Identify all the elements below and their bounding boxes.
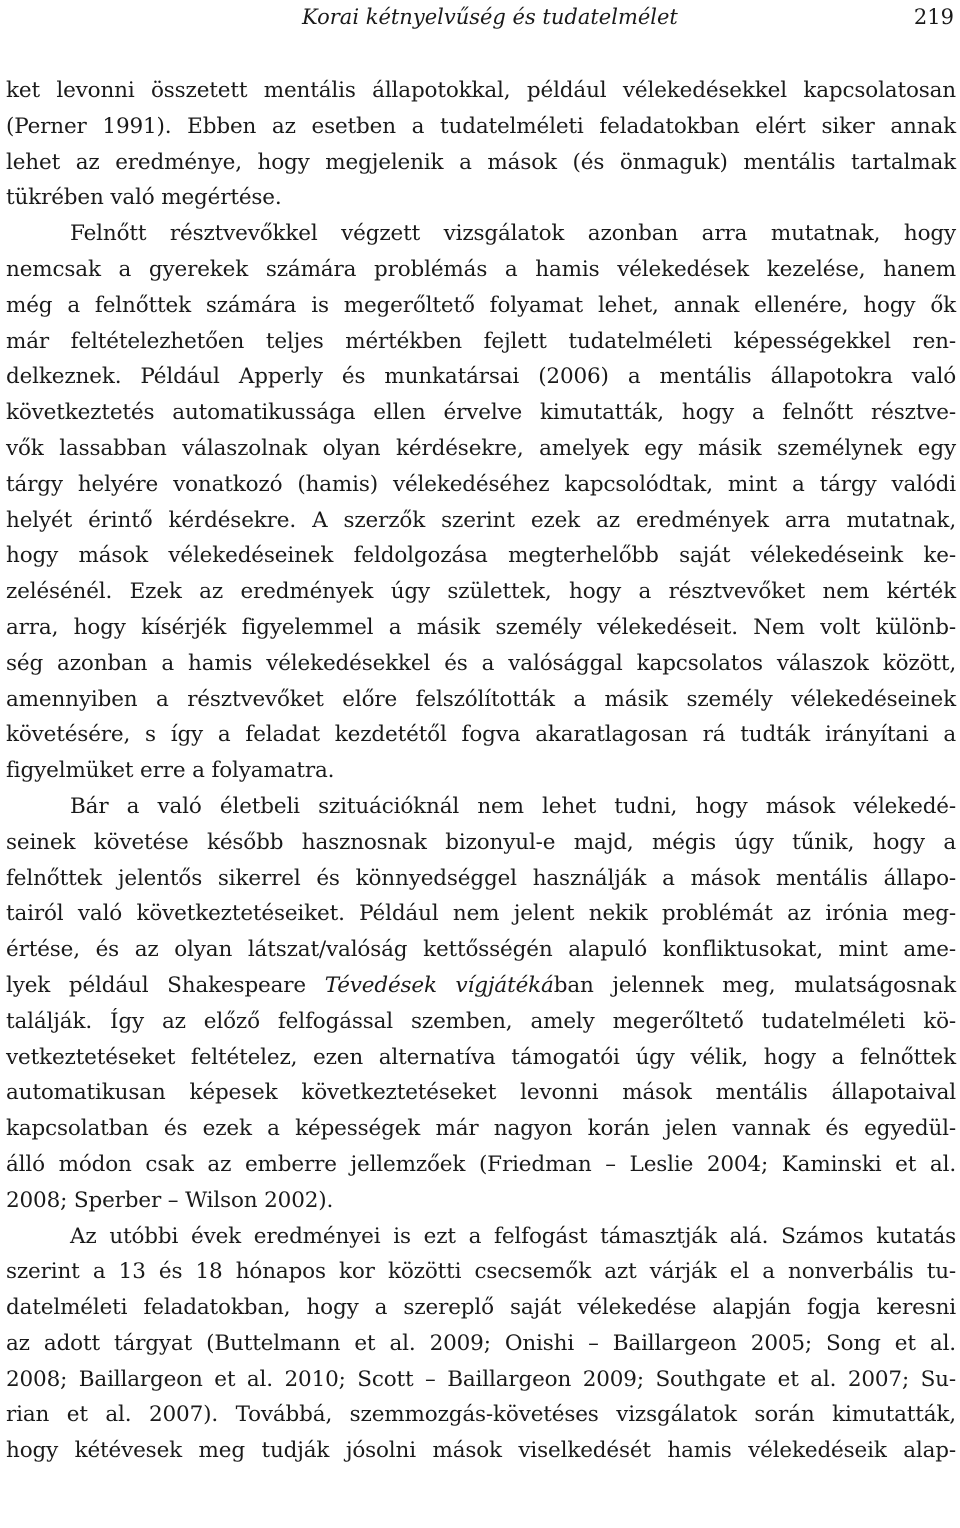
text-line: már feltételezhetően teljes mértékben fejlett tudatelméleti képességekkel ren-: [6, 328, 956, 354]
text-line: rian et al. 2007). Továbbá, szemmozgás-követéses vizsgálatok során kimutatták,: [6, 1402, 956, 1428]
text-line: felnőttek jelentős sikerrel és könnyedséggel használják a mások mentális állapo-: [6, 865, 956, 891]
page-number: 219: [913, 5, 954, 29]
text-line: helyét érintő kérdésekre. A szerzők szerint ezek az eredmények arra mutatnak,: [6, 507, 956, 533]
text-line: következtetés automatikussága ellen érvelve kimutatták, hogy a felnőtt résztve-: [6, 400, 956, 426]
text-line: találják. Így az előző felfogással szemben, amely megerőltető tudatelméleti kö-: [6, 1008, 956, 1034]
text-line: tárgy helyére vonatkozó (hamis) vélekedéséhez kapcsolódtak, mint a tárgy valódi: [6, 471, 956, 497]
document-page: [6, 0, 956, 1528]
text-line: nemcsak a gyerekek számára problémás a hamis vélekedések kezelése, hanem: [6, 256, 956, 282]
text-line: Bár a való életbeli szituációknál nem lehet tudni, hogy mások vélekedé-: [70, 793, 956, 819]
text-line: datelméleti feladatokban, hogy a szereplő saját vélekedése alapján fogja keresni: [6, 1295, 956, 1321]
text-line: lehet az eredménye, hogy megjelenik a mások (és önmaguk) mentális tartalmak: [6, 149, 956, 175]
text-line: automatikusan képesek következtetéseket levonni mások mentális állapotaival: [6, 1080, 956, 1106]
text-line: 2008; Baillargeon et al. 2010; Scott – Baillargeon 2009; Southgate et al. 2007; Su-: [6, 1366, 956, 1392]
work-title: Tévedések vígjátéká: [324, 972, 554, 998]
text-line: kapcsolatban és ezek a képességek már nagyon korán jelen vannak és egyedül-: [6, 1116, 956, 1142]
body-text: [6, 73, 956, 1469]
text-segment: ban jelennek meg, mulatságosnak: [553, 972, 956, 998]
text-line: ket levonni összetett mentális állapotokkal, például vélekedésekkel kapcsolatosan: [6, 78, 956, 103]
text-line: Felnőtt résztvevőkkel végzett vizsgálatok azonban arra mutatnak, hogy: [70, 221, 956, 247]
text-line: még a felnőttek számára is megerőltető folyamat lehet, annak ellenére, hogy ők: [6, 292, 956, 318]
text-line: álló módon csak az emberre jellemzőek (Friedman – Leslie 2004; Kaminski et al.: [6, 1151, 956, 1177]
text-segment: lyek például Shakespeare: [6, 972, 325, 998]
text-line: amennyiben a résztvevőket előre felszólították a másik személy vélekedéseinek: [6, 686, 956, 712]
running-head: [6, 2, 956, 32]
text-line: szerint a 13 és 18 hónapos kor közötti csecsemők azt várják el a nonverbális tu-: [6, 1259, 956, 1285]
text-line: (Perner 1991). Ebben az esetben a tudatelméleti feladatokban elért siker annak: [6, 113, 956, 139]
text-line-with-title: [6, 968, 956, 1004]
text-line: 2008; Sperber – Wilson 2002).: [6, 1187, 334, 1213]
text-line: vetkeztetéseket feltételez, ezen alternatíva támogatói úgy vélik, hogy a felnőttek: [6, 1044, 956, 1070]
text-line: követésére, s így a feladat kezdetétől fogva akaratlagosan rá tudták irányítani a: [6, 722, 956, 748]
text-line: delkeznek. Például Apperly és munkatársai (2006) a mentális állapotokra való: [6, 364, 956, 390]
text-line: az adott tárgyat (Buttelmann et al. 2009; Onishi – Baillargeon 2005; Song et al.: [6, 1330, 956, 1356]
text-line: seinek követése később hasznosnak bizonyul-e majd, mégis úgy tűnik, hogy a: [6, 829, 956, 855]
text-line: arra, hogy kísérjék figyelemmel a másik személy vélekedéseit. Nem volt különb-: [6, 614, 956, 640]
text-line: hogy mások vélekedéseinek feldolgozása megterhelőbb saját vélekedéseink ke-: [6, 543, 956, 569]
text-line: Az utóbbi évek eredményei is ezt a felfogást támasztják alá. Számos kutatás: [70, 1223, 956, 1249]
text-line: tükrében való megértése.: [6, 185, 282, 211]
text-line: figyelmüket erre a folyamatra.: [6, 758, 335, 784]
text-line: vők lassabban válaszolnak olyan kérdésekre, amelyek egy másik személynek egy: [6, 435, 956, 461]
text-line: ség azonban a hamis vélekedésekkel és a valósággal kapcsolatos válaszok között,: [6, 650, 956, 676]
running-title: Korai kétnyelvűség és tudatelmélet: [302, 5, 678, 29]
text-line: értése, és az olyan látszat/valóság kettősségén alapuló konfliktusokat, mint ame-: [6, 937, 956, 963]
text-line: zelésénél. Ezek az eredmények úgy születtek, hogy a résztvevőket nem kérték: [6, 579, 956, 605]
text-line: hogy kétévesek meg tudják jósolni mások viselkedését hamis vélekedéseik alap-: [6, 1438, 956, 1464]
text-line: tairól való következtetéseiket. Például nem jelent nekik problémát az irónia meg-: [6, 901, 956, 927]
